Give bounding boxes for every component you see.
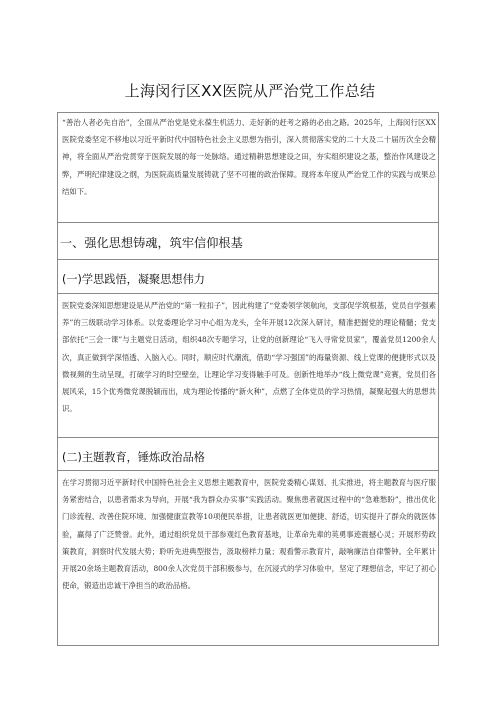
divider-after-sub1-heading [57,293,439,294]
sub2-heading: (二)主题教育，锤炼政治品格 [62,451,205,464]
sub1-heading: (一)学思践悟，凝聚思想伟力 [62,273,205,286]
document-title: 上海闵行区XX医院从严治党工作总结 [124,82,376,100]
section1-heading: 一、强化思想铸魂，筑牢信仰根基 [60,236,243,250]
divider-after-intro [57,222,439,223]
sub1-body: 医院党委深知思想建设是从严治党的“第一粒扣子”，因此构建了“党委领学领航向，支部促学筑根基，党员自学强素养”的三级联动学习体系。以党委理论学习中心组为龙头，全年开展12次深入研讨，精准把握党的理论精髓；党支部依托“三会一课”与主题党日活动，组织48次专题学习，让党的创新理论“飞入寻常党员家”，覆盖党员1200余人次，真正做到学深悟透、入脑入心。同时，顺应时代潮流，借助“学习强国”的海量资源、线上党课的便捷形式以及微视频的生动呈现，打破学习的时空壁垒，让理论学习变得触手可及。创新性地举办“线上微党课”竞赛，党员们各展风采，15个优秀微党课脱颖而出，成为理论传播的“新火种”，点燃了全体党员的学习热情，凝聚起强大的思想共识。 [62,301,436,414]
sub2-body: 在学习贯彻习近平新时代中国特色社会主义思想主题教育中，医院党委精心谋划、扎实推进，将主题教育与医疗服务紧密结合，以患者需求为导向，开展“我为群众办实事”实践活动。聚焦患者就医过程中的“急难愁盼”，推出优化门诊流程、改善住院环境、加强健康宣教等10项便民举措，让患者就医更加便捷、舒适，切实提升了群众的就医体验，赢得了广泛赞誉。此外，通过组织党员干部参观红色教育基地，让革命先辈的英勇事迹震撼心灵；开展形势政策教育，洞察时代发展大势；聆听先进典型报告，汲取榜样力量；观看警示教育片，敲响廉洁自律警钟。全年累计开展20余场主题教育活动，800余人次党员干部积极参与，在沉浸式的学习体验中，坚定了理想信念，牢记了初心使命，锻造出忠诚干净担当的政治品格。 [62,478,436,591]
divider-after-sub1-body [57,437,439,438]
intro-paragraph: “善治人者必先自治”，全面从严治党是党永葆生机活力、走好新的赶考之路的必由之路。2025年，上海闵行区XX医院党委坚定不移地以习近平新时代中国特色社会主义思想为指引，深入贯彻落实党的二十大及二十届历次全会精神，将全面从严治党贯穿于医院发展的每一处脉络。通过精耕思想建设之田，夯实组织建设之基，整治作风建设之弊，严明纪律建设之纲，为医院高质量发展铸就了坚不可摧的政治保障。现将本年度从严治党工作的实践与成果总结如下。 [62,118,436,196]
divider-after-sub2-heading [57,470,439,471]
divider-after-section1 [57,259,439,260]
